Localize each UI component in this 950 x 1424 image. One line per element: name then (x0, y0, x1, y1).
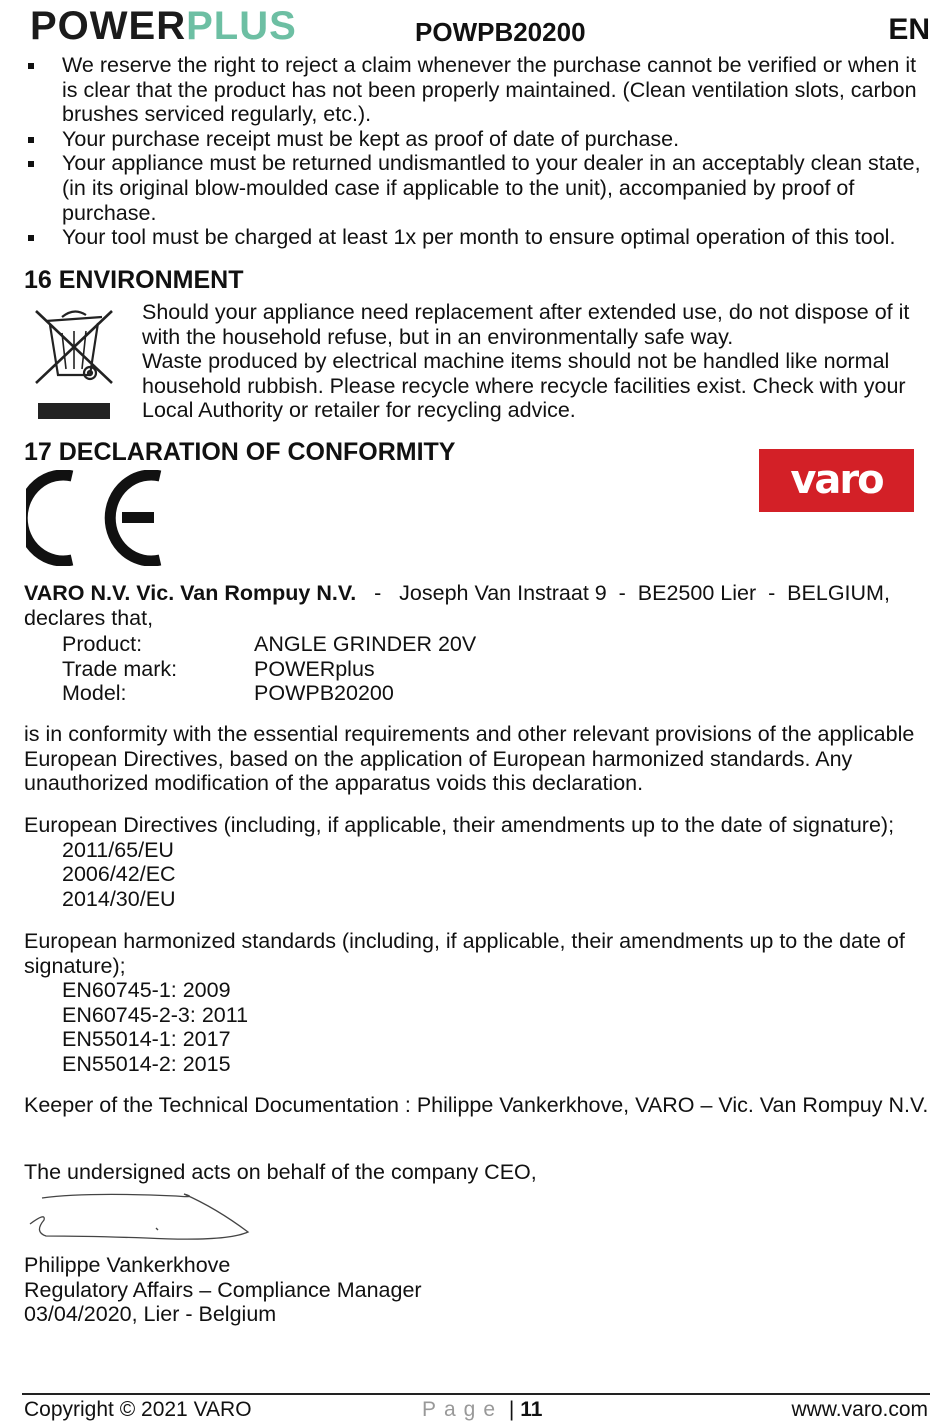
model-row (62, 681, 476, 706)
product-details (62, 632, 476, 706)
weee-crossed-bin-icon (32, 305, 116, 429)
header-model: POWPB20200 (415, 17, 586, 47)
page-word: Page (422, 1398, 504, 1421)
product-label: Product: (62, 632, 143, 656)
model-label: Model: (62, 681, 127, 706)
conformity-paragraph: is in conformity with the essential requirements and other relevant provisions of the applicable European Directives, based on the application of European harmonized standards. Any unauthorized modification of the apparatus voids this declaration. (24, 722, 915, 796)
trademark-value: POWERplus (254, 656, 375, 681)
company-name: VARO N.V. Vic. Van Rompuy N.V. (24, 581, 357, 605)
directive-item: 2006/42/EC (62, 862, 176, 887)
varo-logo (759, 449, 914, 512)
standards-block (24, 929, 932, 1077)
trademark-label: Trade mark: (62, 656, 178, 681)
header-language: EN (888, 13, 930, 46)
trademark-row (62, 657, 476, 682)
logo-part-plus: PLUS (186, 4, 297, 48)
standard-item: EN55014-2: 2015 (62, 1051, 231, 1076)
standard-item: EN55014-1: 2017 (62, 1027, 231, 1052)
environment-paragraph: Waste produced by electrical machine items should not be handled like normal household rubbish. Please recycle where recycle facilities exist. Check with your Local Authority or retailer for recycling advice. (142, 349, 906, 423)
warranty-bullet-list (24, 53, 932, 250)
model-value: POWPB20200 (254, 681, 394, 706)
signature-image (26, 1190, 256, 1256)
conformity-heading: 17 DECLARATION OF CONFORMITY (24, 438, 456, 466)
footer-divider (22, 1393, 930, 1395)
signer-date: 03/04/2020, Lier - Belgium (24, 1302, 277, 1327)
signer-block (24, 1253, 422, 1327)
company-line (24, 581, 932, 606)
undersigned-text: The undersigned acts on behalf of the company CEO, (24, 1160, 537, 1184)
keeper-text: Keeper of the Technical Documentation : Philippe Vankerkhove, VARO – Vic. Van Rompuy N.V. (24, 1093, 929, 1117)
environment-heading: 16 ENVIRONMENT (24, 266, 244, 294)
logo-part-power: POWER (30, 4, 187, 48)
declares-text: declares that, (24, 606, 154, 630)
standards-intro: European harmonized standards (including, if applicable, their amendments up to the date of signature); (24, 929, 905, 978)
product-row (62, 632, 476, 657)
powerplus-logo (30, 4, 297, 48)
page-indicator (422, 1398, 542, 1423)
environment-paragraph: Should your appliance need replacement after extended use, do not dispose of it with the household refuse, but in an environmentally safe way. (142, 300, 910, 349)
bullet-item: We reserve the right to reject a claim whenever the purchase cannot be verified or when it is clear that the product has not been properly maintained. (Clean ventilation slots, carbon brushes serviced regularly, etc.). (24, 53, 932, 127)
company-address: - Joseph Van Instraat 9 - BE2500 Lier - BELGIUM, (356, 581, 890, 605)
footer-website: www.varo.com (791, 1398, 928, 1421)
footer-copyright: Copyright © 2021 VARO (24, 1398, 252, 1421)
page-separator: | (508, 1398, 515, 1421)
directive-item: 2011/65/EU (62, 837, 174, 862)
directive-item: 2014/30/EU (62, 886, 176, 911)
signer-title: Regulatory Affairs – Compliance Manager (24, 1277, 422, 1302)
bullet-item: Your tool must be charged at least 1x per month to ensure optimal operation of this tool. (24, 225, 932, 250)
bullet-item: Your appliance must be returned undismantled to your dealer in an acceptably clean state, (in its original blow-moulded case if applicable to the unit), accompanied by proof of purchase. (24, 151, 932, 225)
signer-name: Philippe Vankerkhove (24, 1253, 231, 1277)
environment-text (142, 300, 932, 423)
standard-item: EN60745-2-3: 2011 (62, 1002, 249, 1027)
standard-item: EN60745-1: 2009 (62, 978, 231, 1003)
directives-block (24, 813, 932, 911)
varo-logo-text: varo (790, 457, 883, 504)
page-number: 11 (520, 1398, 543, 1421)
ce-mark-icon (26, 470, 166, 572)
directives-intro: European Directives (including, if applicable, their amendments up to the date of signature); (24, 813, 895, 837)
bullet-item: Your purchase receipt must be kept as proof of date of purchase. (24, 127, 932, 152)
product-value: ANGLE GRINDER 20V (254, 632, 477, 656)
